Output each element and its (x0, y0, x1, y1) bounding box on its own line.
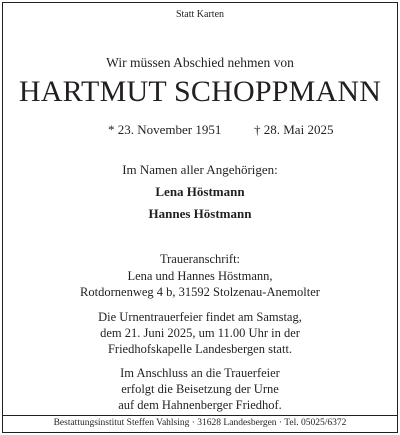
funeral-home-footer: Bestattungsinstitut Steffen Vahlsing · 31628 Landesbergen · Tel. 05025/6372 (53, 418, 347, 428)
on-behalf-text: Im Namen aller Angehörigen: (122, 162, 278, 177)
address-line: Lena und Hannes Höstmann, (127, 269, 273, 283)
burial-line: erfolgt die Beisetzung der Urne (121, 382, 279, 396)
burial-line: Im Anschluss an die Trauerfeier (120, 366, 280, 380)
mourner-name: Hannes Höstmann (148, 206, 252, 221)
birth-date: * 23. November 1951 (108, 122, 222, 137)
ceremony-line: dem 21. Juni 2025, um 11.00 Uhr in der (100, 326, 300, 340)
mourner-name: Lena Höstmann (155, 184, 245, 199)
address-heading: Traueranschrift: (159, 252, 241, 266)
ceremony-line: Friedhofskapelle Landesbergen statt. (107, 342, 293, 356)
footer-divider (2, 415, 398, 416)
statt-karten-note: Statt Karten (175, 9, 225, 20)
ceremony-line: Die Urnentrauerfeier findet am Samstag, (98, 310, 302, 324)
address-line: Rotdornenweg 4 b, 31592 Stolzenau-Anemolter (80, 285, 320, 299)
burial-line: auf dem Hahnenberger Friedhof. (118, 398, 282, 412)
intro-text: Wir müssen Abschied nehmen von (106, 55, 294, 70)
death-date: † 28. Mai 2025 (254, 122, 334, 137)
deceased-name: HARTMUT SCHOPPMANN (18, 75, 382, 108)
